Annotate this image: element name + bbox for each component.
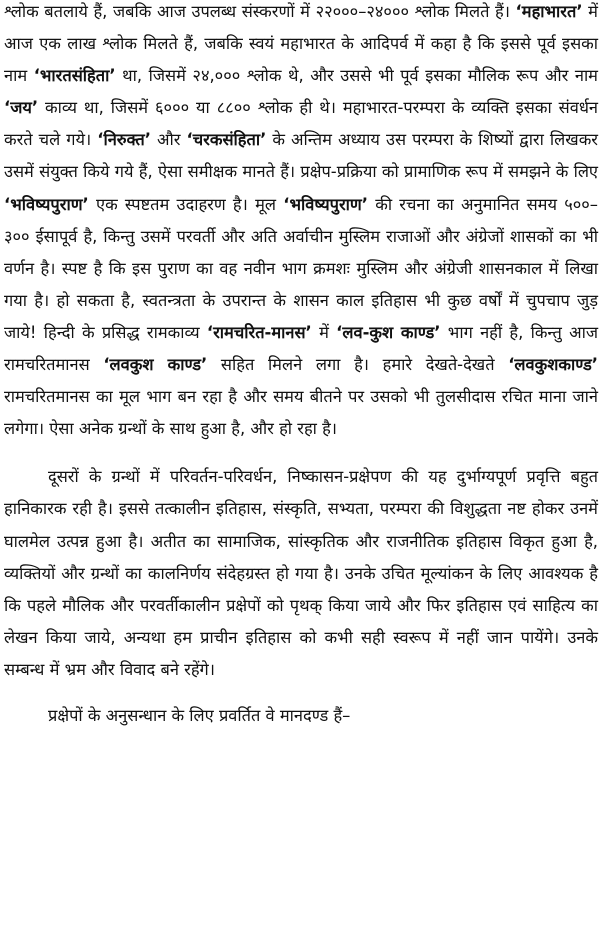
text-run: एक स्पष्टतम उदाहरण है। मूल <box>88 194 284 214</box>
paragraph-criteria-intro <box>4 700 598 732</box>
emphasized-title: ‘लवकुश काण्ड’ <box>103 355 208 375</box>
paragraph-interpolation-examples <box>4 0 598 445</box>
text-run: काव्य था, जिसमें ६००० या ८८०० श्लोक ही थे। महाभारत-परम्परा के व्यक्ति इसका संवर्धन करते चले गये। <box>4 98 598 150</box>
emphasized-title: ‘लवकुशकाण्ड’ <box>508 355 599 375</box>
emphasized-title: ‘महाभारत’ <box>515 2 583 21</box>
text-run: दूसरों के ग्रन्थों में परिवर्तन-परिवर्धन, निष्कासन-प्रक्षेपण की यह दुर्भाग्यपूर्ण प्रवृत्ति बहुत हानिकारक रही है। इससे तत्कालीन इतिहास, संस्कृति, सभ्यता, परम्परा की विशुद्धता नष्ट होकर उनमें घालमेल उत्पन्न हुआ है। अतीत का सामाजिक, सांस्कृतिक और राजनीतिक इतिहास विकृत हुआ है, व्यक्तियों और ग्रन्थों का कालनिर्णय संदेहग्रस्त हो गया है। उनके उचित मूल्यांकन के लिए आवश्यक है कि पहले मौलिक और परवर्तीकालीन प्रक्षेपों को पृथक् किया जाये और फिर इतिहास एवं साहित्य का लेखन किया जाये, अन्यथा हम प्राचीन इतिहास को कभी सही स्वरूप में नहीं जान पायेंगे। उनके सम्बन्ध में भ्रम और विवाद बने रहेंगे। <box>4 467 598 679</box>
text-run: प्रक्षेपों के अनुसन्धान के लिए प्रवर्तित वे मानदण्ड हैं– <box>48 705 351 725</box>
text-run: में <box>311 322 337 342</box>
text-run: में आज एक लाख श्लोक मिलते हैं, जबकि स्वयं महाभारत के आदिपर्व में कहा है कि इससे पूर्व इसका नाम <box>4 2 598 86</box>
emphasized-title: ‘निरुक्त’ <box>97 130 151 150</box>
emphasized-title: ‘लव-कुश काण्ड’ <box>336 322 441 342</box>
text-run: भाग नहीं है, किन्तु आज रामचरितमानस <box>4 322 598 375</box>
text-run: था, जिसमें २४,००० श्लोक थे, और उससे भी पूर्व इसका मौलिक रूप और नाम <box>115 66 598 86</box>
emphasized-title: ‘चरकसंहिता’ <box>186 130 267 150</box>
text-run: के अन्तिम अध्याय उस परम्परा के शिष्यों द्वारा लिखकर उसमें संयुक्त किये गये हैं, ऐसा समीक्षक मानते हैं। प्रक्षेप-प्रक्रिया को प्रामाणिक रूप में समझने के लिए <box>4 130 598 182</box>
text-run: और <box>150 130 187 150</box>
emphasized-title: ‘भारतसंहिता’ <box>33 66 116 86</box>
text-run: रामचरितमानस का मूल भाग बन रहा है और समय बीतने पर उसको भी तुलसीदास रचित माना जाने लगेगा। ऐसा अनेक ग्रन्थों के साथ हुआ है, और हो रहा है। <box>4 387 598 439</box>
text-run: सहित मिलने लगा है। हमारे देखते-देखते <box>207 355 509 375</box>
paragraph-harmful-tendency <box>4 461 598 686</box>
emphasized-title: ‘जय’ <box>4 98 39 118</box>
emphasized-title: ‘भविष्यपुराण’ <box>4 194 89 214</box>
text-run: की रचना का अनुमानित समय ५००–३०० ईसापूर्व है, किन्तु उसमें परवर्ती और अति अर्वाचीन मुस्लिम राजाओं और अंग्रेजों शासकों का भी वर्णन है। स्पष्ट है कि इस पुराण का वह नवीन भाग क्रमशः मुस्लिम और अंग्रेजी शासनकाल में लिखा गया है। हो सकता है, स्वतन्त्रता के उपरान्त के शासन काल इतिहास भी कुछ वर्षों में चुपचाप जुड़ जाये! हिन्दी के प्रसिद्ध रामकाव्य <box>4 194 598 342</box>
text-run: श्लोक बतलाये हैं, जबकि आज उपलब्ध संस्करणों में २२०००–२४००० श्लोक मिलते हैं। <box>4 2 516 21</box>
emphasized-title: ‘रामचरित-मानस’ <box>206 322 312 342</box>
emphasized-title: ‘भविष्यपुराण’ <box>283 194 368 214</box>
